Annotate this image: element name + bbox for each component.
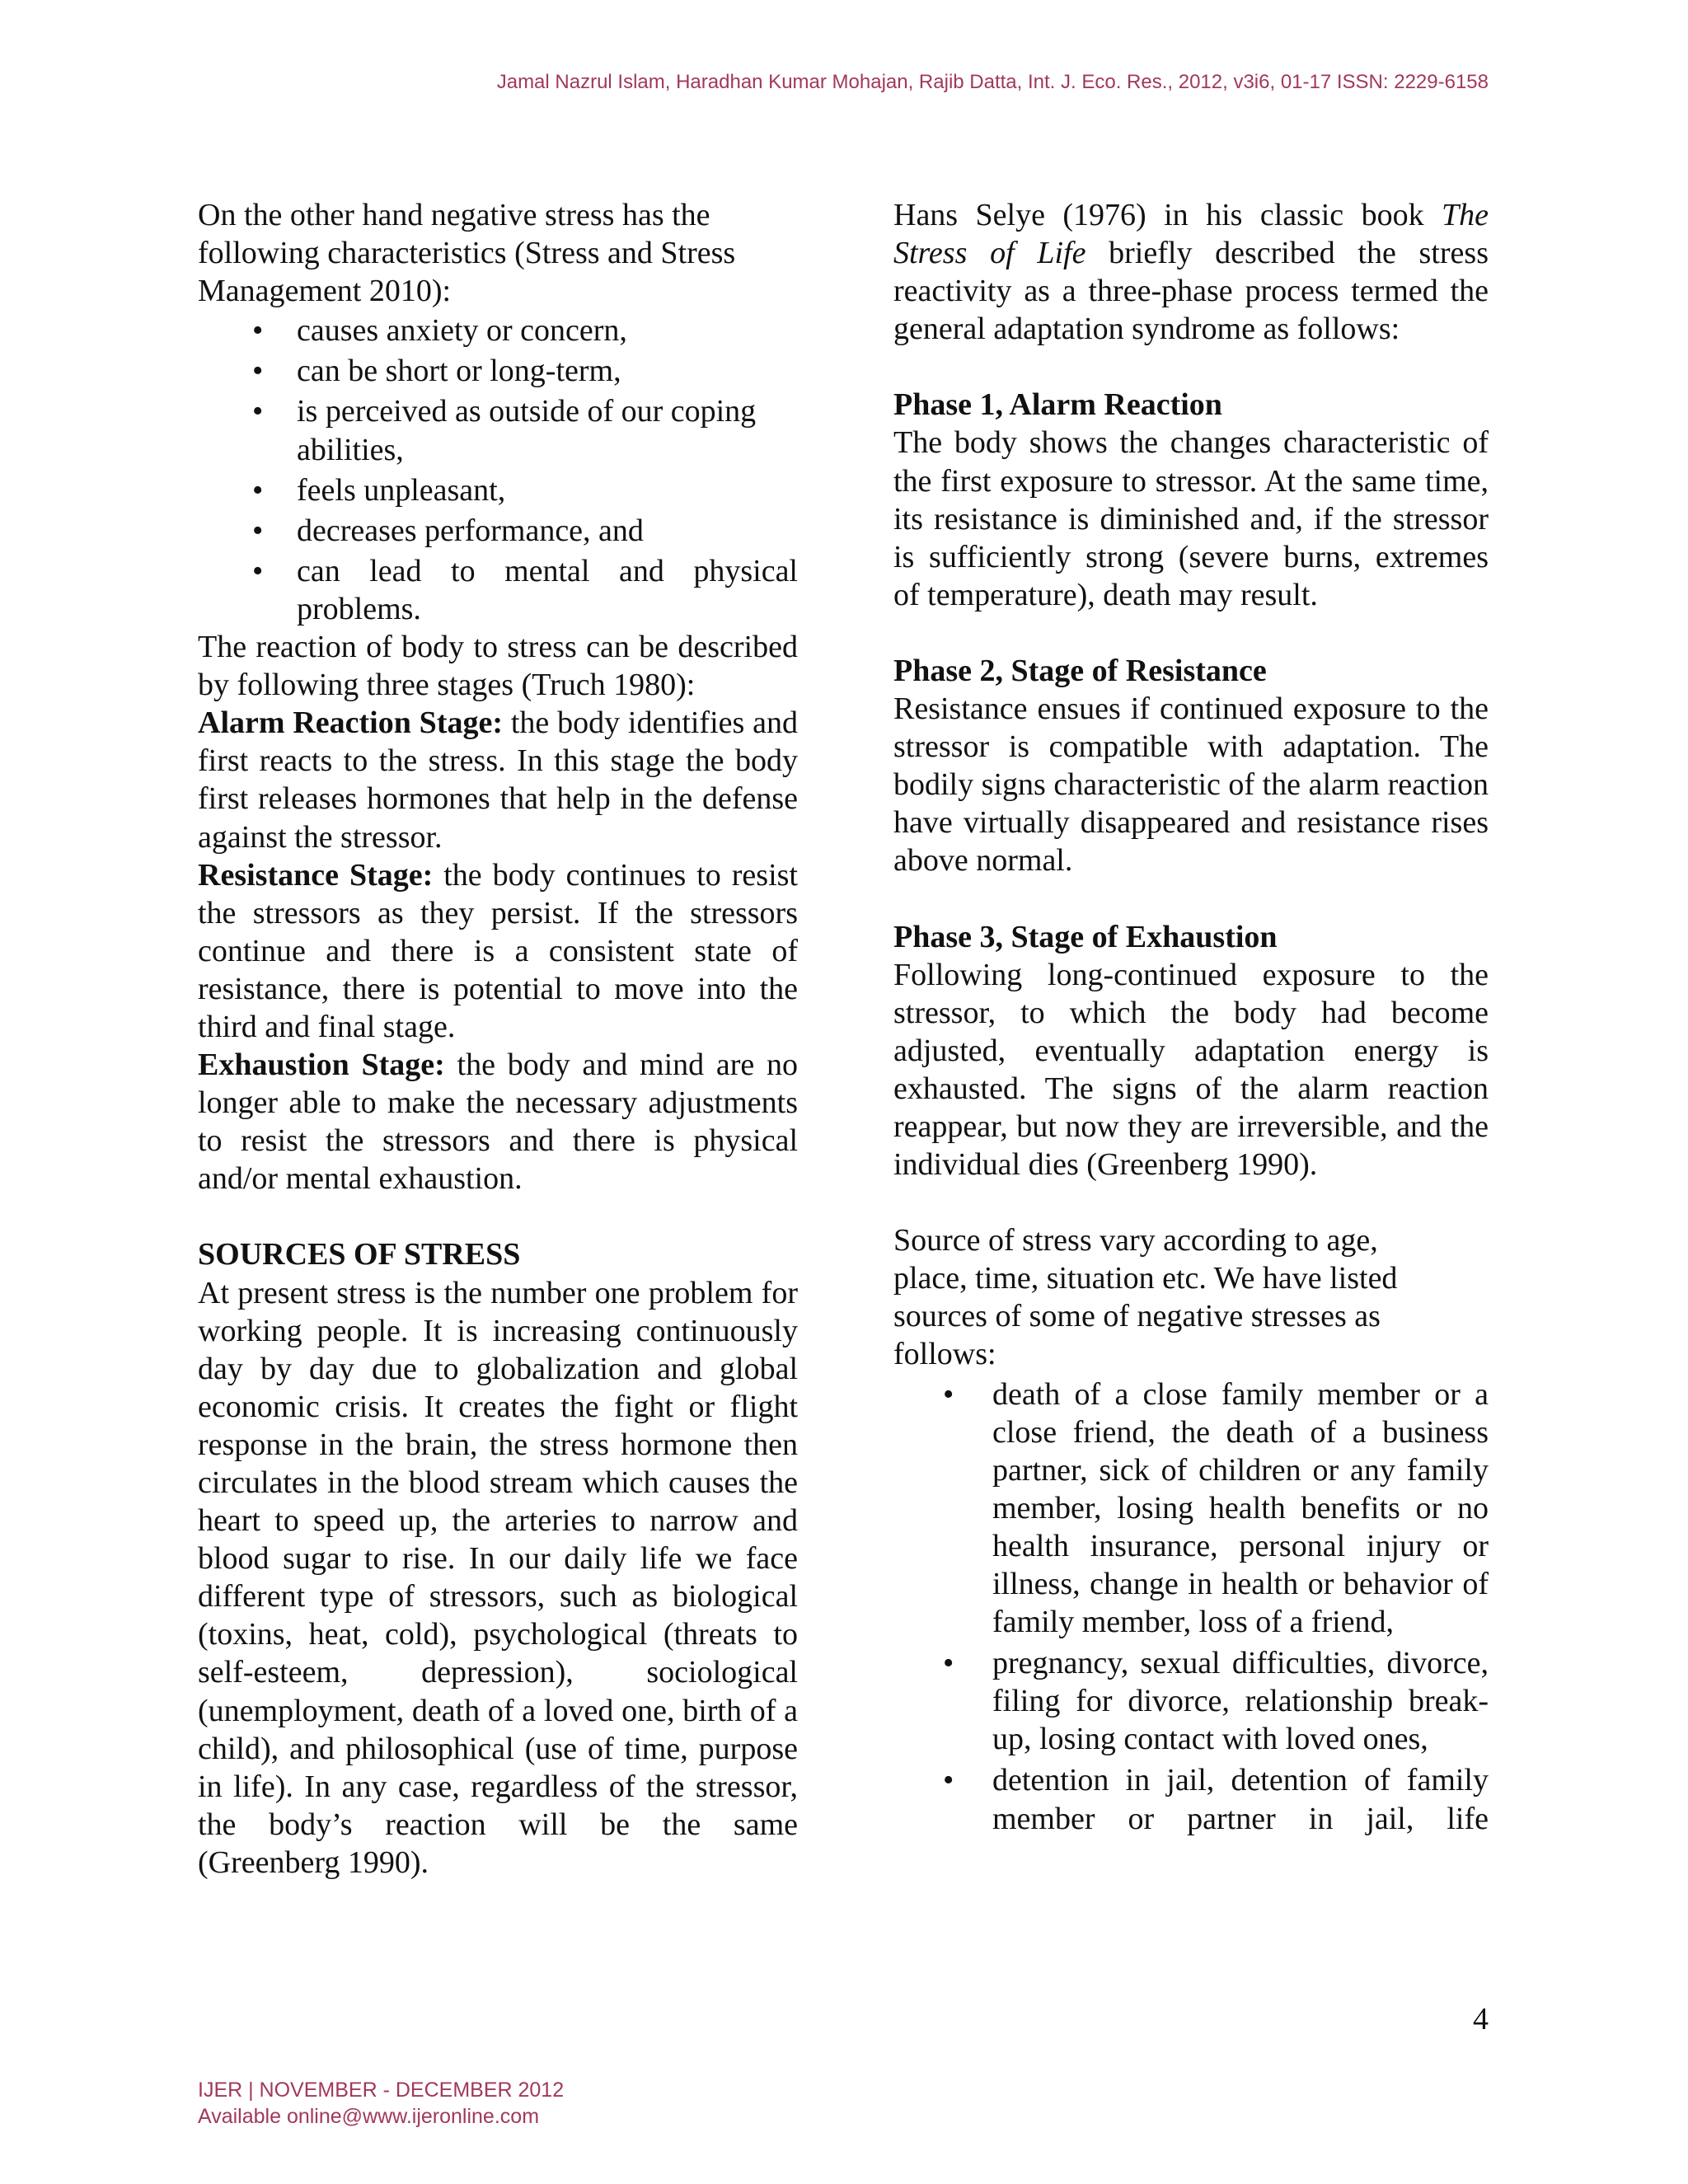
sources-intro: Source of stress vary according to age, place, time, situation etc. We have listed sources of some of negative stresses as follows: — [893, 1223, 1398, 1372]
reaction-intro: The reaction of body to stress can be described by following three stages (Truch 1980): — [198, 630, 798, 703]
footer-issue: IJER | NOVEMBER - DECEMBER 2012 — [198, 2079, 565, 2102]
stage-text: the body continues to resist the stressors as they persist. If the stressors continue and there is a consistent state of resistance, there is potential to move into the third and final stage. — [198, 857, 798, 1044]
bullet-icon: • — [943, 1646, 954, 1681]
negative-stress-list — [198, 312, 798, 628]
negative-stress-intro: On the other hand negative stress has the following characteristics (Stress and Stress Management 2010): — [198, 198, 736, 309]
negative-sources-list — [893, 1376, 1489, 1838]
stage-exhaustion — [198, 1046, 798, 1197]
bullet-icon: • — [252, 394, 264, 429]
bullet-icon: • — [943, 1763, 954, 1798]
section-heading-sources: SOURCES OF STRESS — [198, 1237, 521, 1272]
page-number: 4 — [1473, 2002, 1489, 2036]
stage-term: Alarm Reaction Stage: — [198, 705, 503, 741]
footer-website: Available online@www.ijeronline.com — [198, 2105, 540, 2128]
list-item: • death of a close family member or a close friend, the death of a business partner, sick of children or any family member, losing health benefits or no health insurance, personal injury or illness, change in health or behavior of family member, loss of a friend, — [943, 1376, 1489, 1640]
footer — [198, 2077, 564, 2130]
list-item: • pregnancy, sexual difficulties, divorce, filing for divorce, relationship break-up, losing contact with loved ones, — [943, 1646, 1489, 1757]
stage-resistance — [198, 856, 798, 1046]
stage-text: the body identifies and first reacts to the stress. In this stage the body first releases hormones that help in the defense against the stressor. — [198, 705, 798, 855]
list-item: • feels unpleasant, — [198, 471, 798, 509]
phase-heading: Phase 3, Stage of Exhaustion — [893, 919, 1278, 954]
list-item: • decreases performance, and — [198, 512, 798, 550]
list-item: • can lead to mental and physical problems. — [252, 553, 798, 626]
right-column — [893, 196, 1489, 1838]
stage-text: the body and mind are no longer able to make the necessary adjustments to resist the stressors and there is physical and/or mental exhaustion. — [198, 1047, 798, 1197]
phase-text: The body shows the changes characteristic of the first exposure to stressor. At the same time, its resistance is diminished and, if the stressor is sufficiently strong (severe burns, extremes of temperature), death may result. — [893, 425, 1489, 612]
bullet-icon: • — [252, 513, 264, 548]
stage-term: Resistance Stage: — [198, 857, 434, 893]
phase-text: Following long-continued exposure to the stressor, to which the body had become adjusted, eventually adaptation energy is exhausted. The signs of the alarm reaction reappear, but now they are irreversible, and the individual dies (Greenberg 1990). — [893, 957, 1489, 1183]
phase-text: Resistance ensues if continued exposure to the stressor is compatible with adaptation. The bodily signs characteristic of the alarm reaction have virtually disappeared and resistance rises above normal. — [893, 691, 1489, 879]
list-item: • causes anxiety or concern, — [198, 312, 798, 349]
bullet-icon: • — [252, 313, 264, 349]
bullet-icon: • — [252, 553, 264, 588]
bullet-icon: • — [252, 472, 264, 508]
list-item: • can be short or long-term, — [198, 352, 798, 390]
book-title: The Stress of Life — [893, 198, 1489, 271]
phase-heading: Phase 1, Alarm Reaction — [893, 387, 1222, 423]
list-item: • is perceived as outside of our coping abilities, — [252, 394, 757, 467]
stage-term: Exhaustion Stage: — [198, 1047, 445, 1083]
phase-heading: Phase 2, Stage of Resistance — [893, 653, 1267, 688]
bullet-icon: • — [943, 1376, 954, 1412]
list-item: • detention in jail, detention of family member or partner in jail, life — [943, 1763, 1489, 1836]
stage-alarm — [198, 704, 798, 855]
running-header-citation: Jamal Nazrul Islam, Haradhan Kumar Mohajan, Rajib Datta, Int. J. Eco. Res., 2012, v3i6, 01-17 ISSN: 2229-6158 — [496, 71, 1489, 93]
sources-paragraph: At present stress is the number one problem for working people. It is increasing continuously day by day due to globalization and global economic crisis. It creates the fight or flight response in the brain, the stress hormone then circulates in the blood stream which causes the heart to speed up, the arteries to narrow and blood sugar to rise. In our daily life we face different type of stressors, such as biological (toxins, heat, cold), psychological (threats to self-esteem, depression), sociological (unemployment, death of a loved one, birth of a child), and philosophical (use of time, purpose in life). In any case, regardless of the stressor, the body’s reaction will be the same (Greenberg 1990). — [198, 1275, 798, 1880]
bullet-icon: • — [252, 354, 264, 389]
selye-paragraph: Hans Selye (1976) in his classic book The Stress of Life briefly described the stress reactivity as a three-phase process termed the general adaptation syndrome as follows: — [893, 198, 1489, 347]
left-column — [198, 196, 798, 1882]
